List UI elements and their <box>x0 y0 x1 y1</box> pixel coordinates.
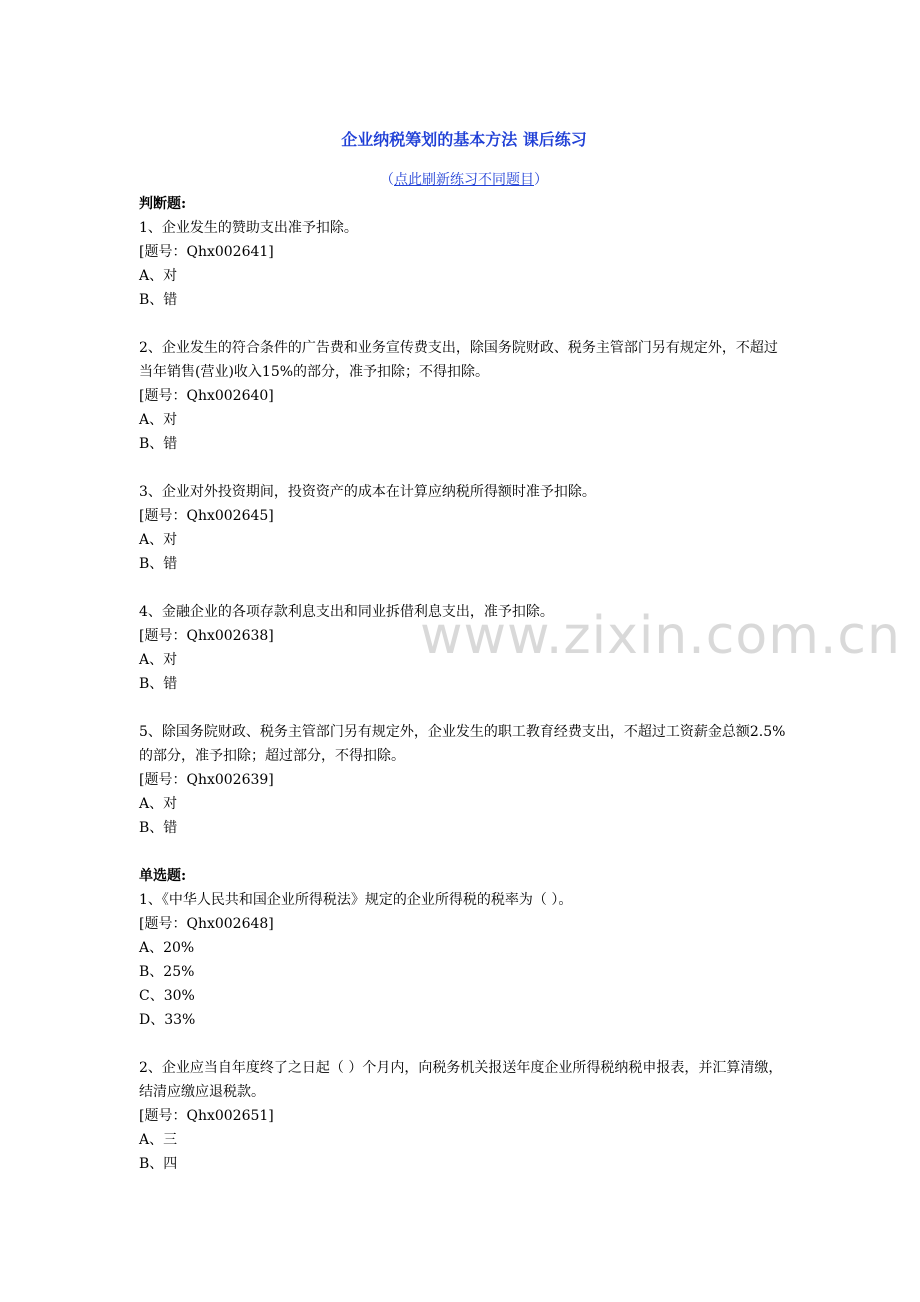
option-b[interactable]: B、错 <box>139 556 178 572</box>
watermark: www.zixin.com.cn <box>420 606 901 666</box>
question-id: [题号：Qhx002648] <box>139 916 274 932</box>
question-stem: 1、企业发生的赞助支出准予扣除。 <box>139 220 358 236</box>
question-stem: 4、金融企业的各项存款利息支出和同业拆借利息支出，准予扣除。 <box>139 604 554 620</box>
question-id: [题号：Qhx002638] <box>139 628 274 644</box>
question-item <box>139 216 789 312</box>
refresh-link[interactable]: 点此刷新练习不同题目 <box>394 172 534 188</box>
option-a[interactable]: A、对 <box>139 532 178 548</box>
section-true-false <box>139 192 789 840</box>
question-stem: 5、除国务院财政、税务主管部门另有规定外，企业发生的职工教育经费支出，不超过工资薪金总额2.5%的部分，准予扣除；超过部分，不得扣除。 <box>139 724 786 764</box>
option-b[interactable]: B、四 <box>139 1156 178 1172</box>
option-a[interactable]: A、对 <box>139 412 178 428</box>
option-b[interactable]: B、错 <box>139 436 178 452</box>
question-id: [题号：Qhx002640] <box>139 388 274 404</box>
option-b[interactable]: B、错 <box>139 292 178 308</box>
option-a[interactable]: A、20% <box>139 940 195 956</box>
option-a[interactable]: A、对 <box>139 268 178 284</box>
option-b[interactable]: B、25% <box>139 964 195 980</box>
question-item <box>139 720 789 840</box>
option-a[interactable]: A、对 <box>139 652 178 668</box>
option-a[interactable]: A、三 <box>139 1132 178 1148</box>
option-b[interactable]: B、错 <box>139 676 178 692</box>
option-d[interactable]: D、33% <box>139 1012 196 1028</box>
section-heading: 单选题: <box>139 868 187 884</box>
question-stem: 2、企业发生的符合条件的广告费和业务宣传费支出，除国务院财政、税务主管部门另有规定外，不超过当年销售(营业)收入15%的部分，准予扣除；不得扣除。 <box>139 340 778 380</box>
page-title: 企业纳税筹划的基本方法 课后练习 <box>341 130 587 149</box>
question-item <box>139 600 789 696</box>
paren-close: ） <box>534 172 548 188</box>
question-id: [题号：Qhx002639] <box>139 772 274 788</box>
option-b[interactable]: B、错 <box>139 820 178 836</box>
section-heading: 判断题: <box>139 196 187 212</box>
question-item <box>139 336 789 456</box>
question-item <box>139 888 789 1032</box>
paren-open: （ <box>380 172 394 188</box>
option-a[interactable]: A、对 <box>139 796 178 812</box>
question-item <box>139 480 789 576</box>
question-id: [题号：Qhx002645] <box>139 508 274 524</box>
question-stem: 3、企业对外投资期间，投资资产的成本在计算应纳税所得额时准予扣除。 <box>139 484 596 500</box>
option-c[interactable]: C、30% <box>139 988 195 1004</box>
question-stem: 2、企业应当自年度终了之日起（ ）个月内，向税务机关报送年度企业所得税纳税申报表，并汇算清缴，结清应缴应退税款。 <box>139 1060 783 1100</box>
refresh-line <box>139 170 789 190</box>
section-single-choice <box>139 864 789 1176</box>
document-page <box>139 128 789 1200</box>
question-id: [题号：Qhx002641] <box>139 244 274 260</box>
question-id: [题号：Qhx002651] <box>139 1108 274 1124</box>
question-stem: 1、《中华人民共和国企业所得税法》规定的企业所得税的税率为（ ）。 <box>139 892 573 908</box>
question-item <box>139 1056 789 1176</box>
